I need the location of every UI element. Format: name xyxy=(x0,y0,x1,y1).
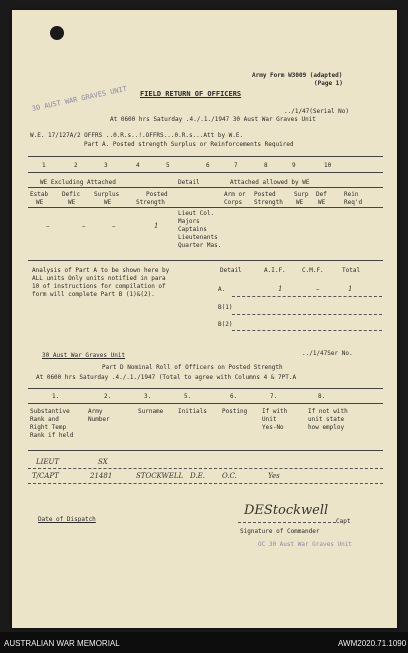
rule xyxy=(28,156,383,157)
d-col-number: 7. xyxy=(270,393,278,400)
dotted-rule xyxy=(232,330,382,331)
col-head: Def xyxy=(316,191,327,198)
d-col-number: 2. xyxy=(104,393,112,400)
dotted-rule xyxy=(28,483,383,484)
entry-initials: D.E. xyxy=(190,472,205,480)
entry-posting: O.C. xyxy=(222,472,237,480)
col-head: Posted xyxy=(146,191,168,198)
rank-item: Quarter Mas. xyxy=(178,242,222,249)
d-col-head: If with xyxy=(262,408,288,415)
dotted-rule xyxy=(232,296,382,297)
dotted-rule xyxy=(28,468,383,469)
d-col-head: how employ xyxy=(308,424,345,431)
footer-accession: AWM2020.71.1090 xyxy=(338,639,407,648)
d-col-head: Unit xyxy=(262,416,277,423)
analysis-row-label: B(1) xyxy=(218,304,233,311)
d-col-head: Rank and xyxy=(30,416,59,423)
entry-with-unit: Yes xyxy=(268,472,280,480)
analysis-col-head: Detail xyxy=(220,267,242,274)
attached-allowed-heading: Attached allowed by WE xyxy=(230,179,310,186)
entry-surname: STOCKWELL xyxy=(136,472,184,480)
col-number: 5 xyxy=(166,162,170,169)
army-form-label: Army Form W3009 (adapted) xyxy=(252,72,343,79)
detail-heading: Detail xyxy=(178,179,200,186)
rule xyxy=(28,187,383,188)
rank-item: Captains xyxy=(178,226,207,233)
dotted-rule xyxy=(232,314,382,315)
d-col-head: Initials xyxy=(178,408,207,415)
analysis-text: 10 of instructions for compilation of xyxy=(32,283,166,290)
col-head: WE xyxy=(296,199,304,206)
entry-estab: – xyxy=(46,222,50,230)
col-head: Corps xyxy=(224,199,243,206)
col-head: WE xyxy=(104,199,112,206)
d-col-number: 6. xyxy=(230,393,238,400)
col-number: 4 xyxy=(136,162,140,169)
page-label: (Page 1) xyxy=(314,80,343,87)
col-head: WE xyxy=(318,199,326,206)
entry-defic: – xyxy=(82,222,86,230)
col-number: 9 xyxy=(292,162,296,169)
serial-number: ../1/47(Serial No) xyxy=(284,108,350,115)
col-head: Surplus xyxy=(94,191,120,198)
entry-number: 21481 xyxy=(90,472,113,480)
analysis-total: 1 xyxy=(348,285,353,293)
col-head: WE xyxy=(68,199,76,206)
analysis-cmf: – xyxy=(316,285,320,293)
analysis-text: ALL units Only units notified in para xyxy=(32,275,166,282)
d-col-head: Surname xyxy=(138,408,164,415)
entry-rank1: LIEUT xyxy=(36,458,60,466)
rule xyxy=(28,260,383,261)
rule xyxy=(28,388,383,389)
entry-surplus: – xyxy=(112,222,116,230)
analysis-row-label: B(2) xyxy=(218,321,233,328)
d-col-head: Posting xyxy=(222,408,248,415)
col-head: Rein xyxy=(344,191,359,198)
offrs-line: W.E. 17/127A/2 OFFRS ..0.R.s..!.OFFRS...0.R.s...Att by W.E. xyxy=(30,132,244,139)
entry-posted: 1 xyxy=(154,222,159,230)
part-d-at-line: At 0600 hrs Saturday .4./.1./1947 (Total to agree with Columns 4 & 7PT.A xyxy=(36,374,297,381)
entry-rank2: T/CAPT xyxy=(32,472,59,480)
footer-institution: AUSTRALIAN WAR MEMORIAL xyxy=(4,639,120,648)
col-head: WE xyxy=(36,199,44,206)
d-col-head: Substantive xyxy=(30,408,70,415)
unit-line: At 0600 hrs Saturday .4./.1./1947 30 Aust War Graves Unit xyxy=(110,116,316,123)
analysis-col-head: Total xyxy=(342,267,361,274)
col-head: Estab xyxy=(30,191,49,198)
d-col-head: unit state xyxy=(308,416,345,423)
part-d-title: Part D Nominal Roll of Officers on Posted Strength xyxy=(102,364,283,371)
analysis-text: form will complete Part B (1)&(2). xyxy=(32,291,155,298)
col-head: Req'd xyxy=(344,199,363,206)
d-col-number: 3. xyxy=(144,393,152,400)
rank-item: Lieut Col. xyxy=(178,210,215,217)
rank-item: Lieutenants xyxy=(178,234,218,241)
d-col-head: Yes-No xyxy=(262,424,284,431)
analysis-text: Analysis of Part A to be shown here by xyxy=(32,267,170,274)
part-a-title: Part A. Posted strength Surplus or Reinforcements Required xyxy=(84,141,294,148)
footer-bar xyxy=(0,632,408,653)
signature-label: Signature of Commander xyxy=(240,528,320,535)
d-col-head: Army xyxy=(88,408,103,415)
rule xyxy=(28,403,383,404)
oc-stamp: OC 30 Aust War Graves Unit xyxy=(258,541,352,548)
entry-prefix: SX xyxy=(98,458,108,466)
analysis-row-label: A. xyxy=(218,286,226,293)
col-number: 8 xyxy=(264,162,268,169)
d-col-number: 1. xyxy=(52,393,60,400)
signature-rank: Capt xyxy=(336,518,351,525)
col-number: 7 xyxy=(234,162,238,169)
col-head: Arm or xyxy=(224,191,246,198)
analysis-aif: 1 xyxy=(278,285,283,293)
form-title: FIELD RETURN OF OFFICERS xyxy=(140,90,242,98)
we-excluding-heading: WE Excluding Attached xyxy=(40,179,116,186)
analysis-col-head: A.I.F. xyxy=(264,267,286,274)
col-head: Strength xyxy=(254,199,283,206)
col-head: Defic xyxy=(62,191,81,198)
col-head: Strength xyxy=(136,199,165,206)
dotted-rule xyxy=(238,522,336,523)
col-number: 6 xyxy=(206,162,210,169)
col-head: Posted xyxy=(254,191,276,198)
unit-stamp: 30 AUST WAR GRAVES UNIT xyxy=(31,84,128,113)
commander-signature: DEStockwell xyxy=(244,503,329,518)
col-number: 10 xyxy=(324,162,332,169)
d-col-head: Rank if held xyxy=(30,432,74,439)
analysis-col-head: C.M.F. xyxy=(302,267,324,274)
part-d-unit: 30 Aust War Graves Unit xyxy=(42,352,126,359)
col-number: 1 xyxy=(42,162,46,169)
d-col-head: Right Temp xyxy=(30,424,67,431)
date-of-dispatch: Date of Dispatch xyxy=(38,516,96,523)
rule xyxy=(28,207,383,208)
rule xyxy=(28,450,383,451)
col-head: Surp xyxy=(294,191,309,198)
punch-hole xyxy=(50,26,64,40)
col-number: 2 xyxy=(74,162,78,169)
part-d-serial: ../1/47Ser No. xyxy=(302,350,353,357)
d-col-head: Number xyxy=(88,416,110,423)
d-col-head: If not with xyxy=(308,408,348,415)
d-col-number: 5. xyxy=(184,393,192,400)
d-col-number: 8. xyxy=(318,393,326,400)
document-page xyxy=(12,10,397,628)
rank-item: Majors xyxy=(178,218,200,225)
rule xyxy=(28,172,383,173)
col-number: 3 xyxy=(104,162,108,169)
